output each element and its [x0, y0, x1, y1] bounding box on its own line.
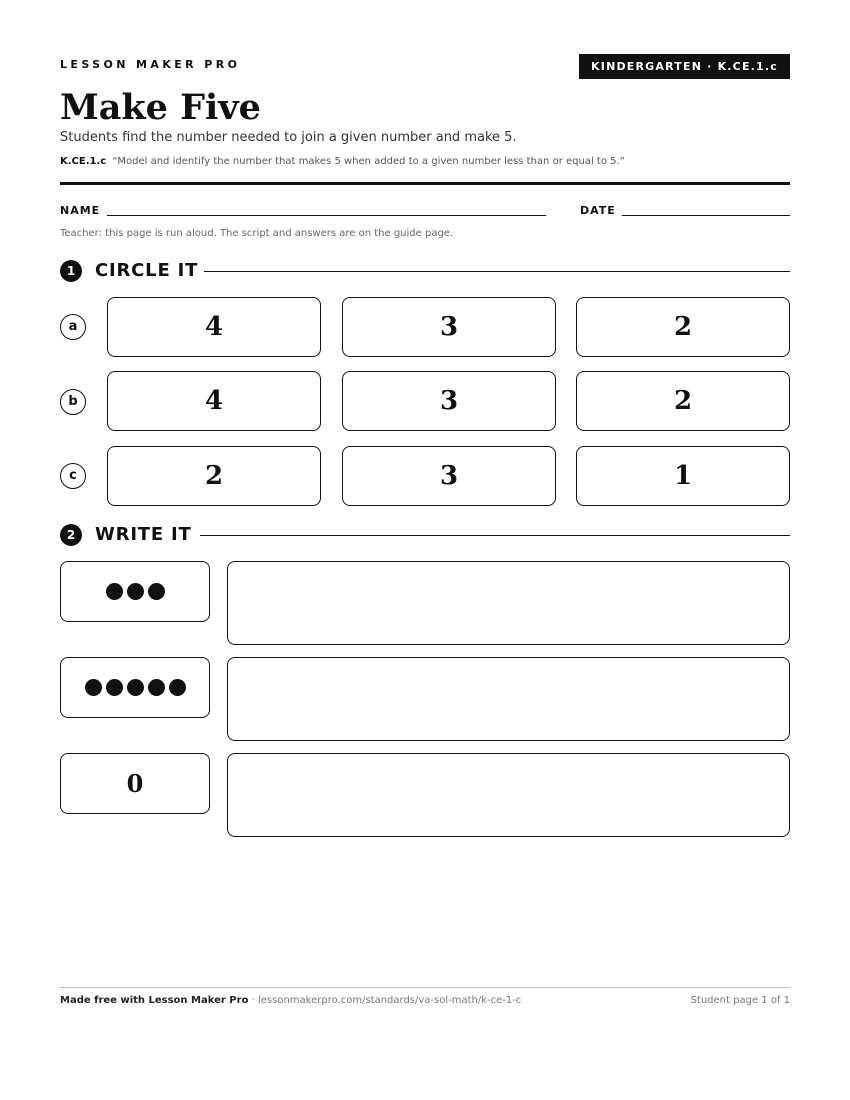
section-title: WRITE IT — [95, 524, 192, 545]
counter-dot — [148, 583, 165, 600]
counter-dot — [148, 679, 165, 696]
footer-page-number: Student page 1 of 1 — [690, 995, 790, 1006]
header-divider — [60, 182, 790, 185]
date-field[interactable] — [622, 215, 790, 216]
counter-dot — [106, 583, 123, 600]
choice-card[interactable]: 1 — [576, 446, 790, 506]
section-rule — [204, 271, 790, 272]
counter-dot — [127, 583, 144, 600]
section-write-it — [60, 523, 790, 547]
grade-standard-badge: KINDERGARTEN · K.CE.1.c — [579, 54, 790, 79]
footer-credit — [60, 995, 521, 1006]
footer-made-with: Made free with Lesson Maker Pro — [60, 995, 249, 1006]
answer-box[interactable] — [227, 657, 790, 741]
choice-card[interactable]: 3 — [342, 371, 556, 431]
dot-card — [60, 657, 210, 718]
section-number: 1 — [60, 260, 82, 282]
page-title: Make Five — [60, 87, 261, 128]
section-circle-it — [60, 259, 790, 283]
brand-name: LESSON MAKER PRO — [60, 58, 241, 71]
row-label-a: a — [60, 314, 86, 340]
name-label: NAME — [60, 204, 101, 217]
page-subtitle: Students find the number needed to join a given number and make 5. — [60, 130, 517, 145]
teacher-note: Teacher: this page is run aloud. The script and answers are on the guide page. — [60, 228, 454, 239]
standard-text: “Model and identify the number that makes 5 when added to a given number less than or equal to 5.” — [112, 156, 625, 167]
choice-card[interactable]: 3 — [342, 297, 556, 357]
worksheet-page — [60, 0, 790, 1100]
choice-card[interactable]: 2 — [576, 371, 790, 431]
row-label-b: b — [60, 389, 86, 415]
footer-divider — [60, 987, 790, 988]
section-title: CIRCLE IT — [95, 260, 199, 281]
section-rule — [200, 535, 790, 536]
footer-separator: · — [248, 995, 258, 1006]
date-label: DATE — [580, 204, 616, 217]
row-label-c: c — [60, 463, 86, 489]
section-number: 2 — [60, 524, 82, 546]
counter-dot — [106, 679, 123, 696]
footer-url[interactable]: lessonmakerpro.com/standards/va-sol-math/k-ce-1-c — [257, 995, 522, 1006]
answer-box[interactable] — [227, 561, 790, 645]
dot-card — [60, 561, 210, 622]
answer-box[interactable] — [227, 753, 790, 837]
name-field[interactable] — [107, 215, 546, 216]
counter-dot — [169, 679, 186, 696]
dot-card — [60, 753, 210, 814]
counter-dot — [127, 679, 144, 696]
standard-line — [60, 156, 625, 167]
choice-card[interactable]: 3 — [342, 446, 556, 506]
choice-card[interactable]: 2 — [576, 297, 790, 357]
choice-card[interactable]: 4 — [107, 297, 321, 357]
choice-card[interactable]: 2 — [107, 446, 321, 506]
standard-code: K.CE.1.c — [60, 156, 107, 167]
zero-numeral: 0 — [126, 769, 144, 798]
choice-card[interactable]: 4 — [107, 371, 321, 431]
counter-dot — [85, 679, 102, 696]
